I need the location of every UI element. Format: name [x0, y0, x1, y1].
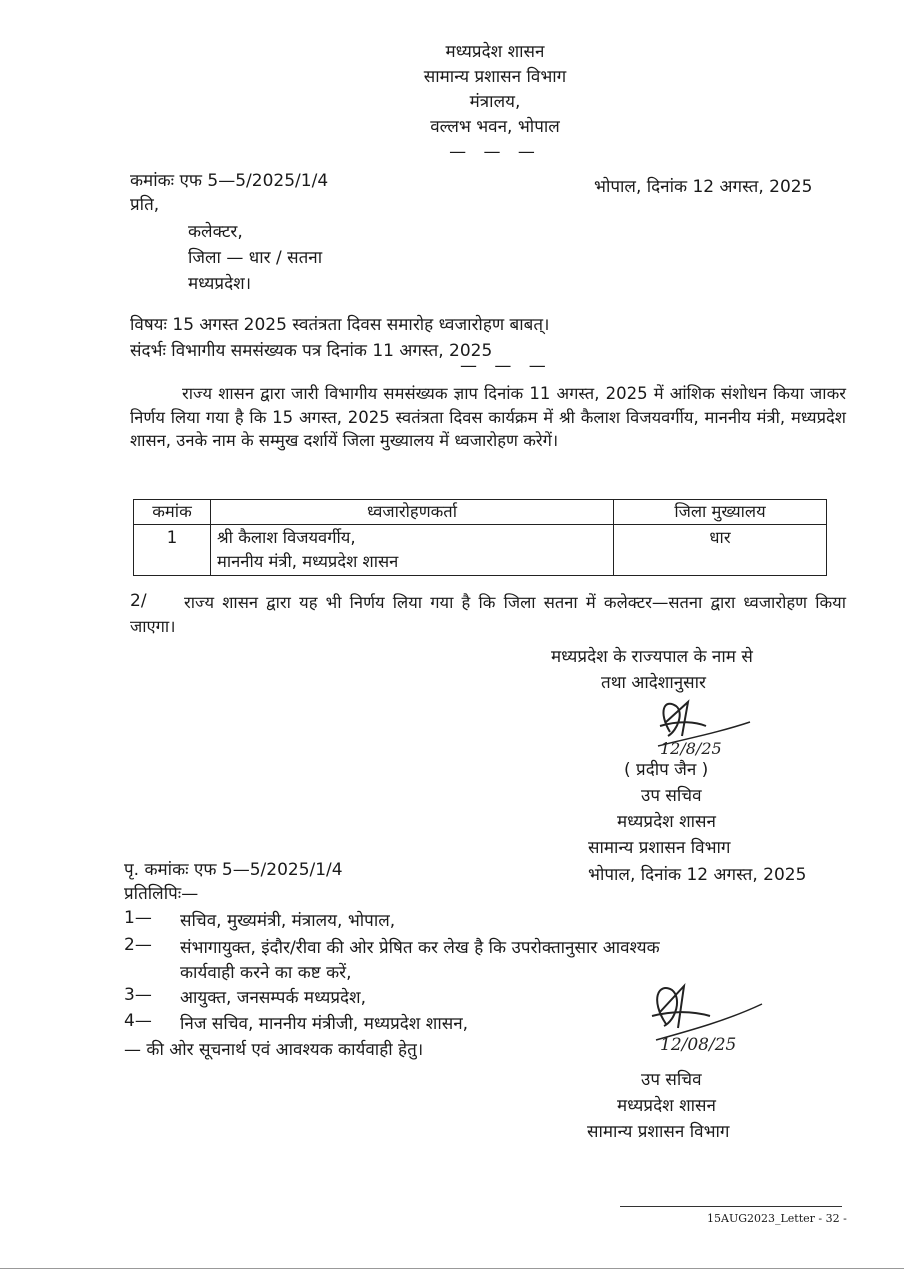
copy-date: भोपाल, दिनांक 12 अगस्त, 2025	[588, 865, 807, 885]
flag-hoisting-table	[133, 499, 827, 576]
signature-2	[632, 978, 772, 1058]
copy-closing: — की ओर सूचनार्थ एवं आवश्यक कार्यवाही हेतु।	[124, 1040, 424, 1060]
signature-1-date: 12/8/25	[660, 739, 722, 758]
page-edge	[0, 1268, 904, 1269]
copy-item-number: 3—	[124, 985, 152, 1005]
reference-number: कमांकः एफ 5—5/2025/1/4	[130, 171, 329, 191]
signatory-name: ( प्रदीप जैन )	[624, 760, 709, 780]
copy-item-number: 4—	[124, 1011, 152, 1031]
table-row	[134, 525, 827, 576]
footer-rule	[620, 1206, 842, 1207]
letterhead-divider: — — —	[449, 142, 541, 162]
letterhead-address: वल्लभ भवन, भोपाल	[430, 117, 560, 137]
footer-file-label: 15AUG2023_Letter - 32 -	[707, 1212, 847, 1225]
signatory-org-1: मध्यप्रदेश शासन	[617, 812, 716, 832]
table-header-district: जिला मुख्यालय	[614, 500, 827, 525]
copy-signatory-designation: उप सचिव	[641, 1070, 702, 1090]
signatory-org-2: सामान्य प्रशासन विभाग	[588, 838, 731, 858]
body-paragraph-1: राज्य शासन द्वारा जारी विभागीय समसंख्यक ज्ञाप दिनांक 11 अगस्त, 2025 में आंशिक संशोधन किया जाकर निर्णय लिया गया है कि 15 अगस्त, 2025 स्वतंत्रता दिवस कार्यक्रम में श्री कैलाश विजयवर्गीय, माननीय मंत्री, मध्यप्रदेश शासन, उनके नाम के सम्मुख दर्शायें जिला मुख्यालय में ध्वजारोहण करेगें।	[130, 384, 846, 450]
order-line-1: मध्यप्रदेश के राज्यपाल के नाम से	[551, 647, 753, 667]
copy-label: प्रतिलिपिः—	[124, 884, 199, 904]
copy-item-text: निज सचिव, माननीय मंत्रीजी, मध्यप्रदेश शासन,	[180, 1014, 469, 1034]
signature-2-date: 12/08/25	[660, 1035, 737, 1055]
hoister-name: श्री कैलाश विजयवर्गीय,	[217, 528, 356, 547]
copy-item-number: 1—	[124, 908, 152, 928]
copy-signatory-org-1: मध्यप्रदेश शासन	[617, 1096, 716, 1116]
body-paragraph-2: राज्य शासन द्वारा यह भी निर्णय लिया गया है कि जिला सतना में कलेक्टर—सतना द्वारा ध्वजारोहण किया जाएगा।	[130, 593, 847, 636]
addressee-line-2: जिला — धार / सतना	[188, 248, 323, 268]
subject-divider: — — —	[460, 356, 552, 376]
table-header-serial: कमांक	[134, 500, 211, 525]
table-header-row	[134, 500, 827, 525]
subject-line: विषयः 15 अगस्त 2025 स्वतंत्रता दिवस समारोह ध्वजारोहण बाबत्।	[130, 315, 550, 335]
copy-item-number: 2—	[124, 935, 152, 955]
letter-date: भोपाल, दिनांक 12 अगस्त, 2025	[594, 177, 813, 197]
signature-1	[640, 692, 760, 760]
letterhead-department: सामान्य प्रशासन विभाग	[423, 67, 567, 87]
copy-signatory-org-2: सामान्य प्रशासन विभाग	[587, 1122, 730, 1142]
copy-item-text-continued: कार्यवाही करने का कष्ट करें,	[180, 963, 352, 983]
table-cell-hoister	[211, 525, 614, 576]
table-header-hoister: ध्वजारोहणकर्ता	[211, 500, 614, 525]
letterhead-government: मध्यप्रदेश शासन	[445, 42, 545, 62]
order-line-2: तथा आदेशानुसार	[601, 673, 707, 693]
reference-line: संदर्भः विभागीय समसंख्यक पत्र दिनांक 11 अगस्त, 2025	[130, 341, 493, 361]
copy-item-text: संभागायुक्त, इंदौर/रीवा की ओर प्रेषित कर लेख है कि उपरोक्तानुसार आवश्यक	[180, 938, 660, 958]
signatory-designation: उप सचिव	[641, 786, 702, 806]
copy-item-text: सचिव, मुख्यमंत्री, मंत्रालय, भोपाल,	[180, 911, 396, 931]
copy-item-text: आयुक्त, जनसम्पर्क मध्यप्रदेश,	[180, 988, 367, 1008]
hoister-title: माननीय मंत्री, मध्यप्रदेश शासन	[217, 552, 399, 571]
table-cell-district: धार	[614, 525, 827, 576]
copy-reference-number: पृ. कमांकः एफ 5—5/2025/1/4	[124, 860, 343, 880]
to-label: प्रति,	[130, 195, 160, 215]
table-cell-serial: 1	[134, 525, 211, 576]
letterhead-secretariat: मंत्रालय,	[469, 92, 521, 112]
addressee-line-1: कलेक्टर,	[188, 222, 243, 242]
addressee-line-3: मध्यप्रदेश।	[188, 274, 252, 294]
paragraph-2-number: 2/	[130, 591, 147, 611]
letterhead	[300, 40, 690, 165]
